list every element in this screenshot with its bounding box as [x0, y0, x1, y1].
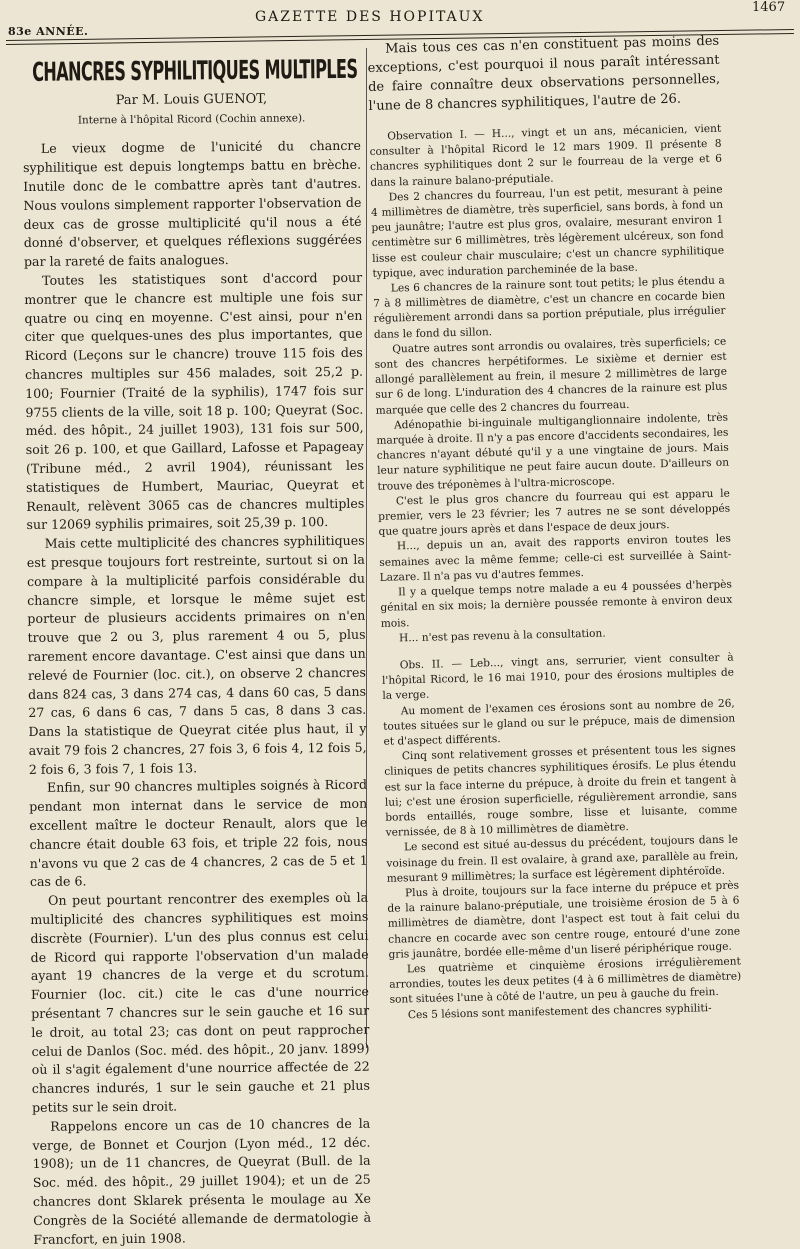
header-page-number: 1467 — [752, 0, 786, 15]
observation-1-paragraph: Adénopathie bi-inguinale multiganglionnaire indolente, très marquée à droite. Il n'y a pas encore d'accidents secondaires, les chancres n'ayant débuté qu'il y a une vingtaine de jours. Mais leur nature syphilitique ne peut faire aucun doute. D'ailleurs on trouve des tréponèmes à l'ultra-microscope. — [376, 411, 730, 493]
observation-1-paragraph: H... n'est pas revenu à la consultation. — [398, 627, 606, 645]
observation-1-paragraph: Des 2 chancres du fourreau, l'un est petit, mesurant à peine 4 millimètres de diamètre, très superficiel, sans bords, à fond un peu jaunâtre; l'autre est plus gros, ovalaire, mesurant environ 1 centimètre sur 6 millimètres, très légèrement ulcéreux, son fond lisse est couleur chair musculaire; c'est un chancre syphilitique typique, avec induration parcheminée de la base. — [370, 183, 725, 280]
article-title: CHANCRES SYPHILITIQUES MULTIPLES — [31, 54, 358, 88]
observation-2-paragraph: Obs. II. — Leb..., vingt ans, serrurier, vient consulter à l'hôpital Ricord, le 16 mai 1910, pour des érosions multiples de la verge. — [381, 651, 735, 703]
observation-2-paragraph: Au moment de l'examen ces érosions sont au nombre de 26, toutes situées sur le gland ou sur le prépuce, mais de dimension et d'aspect différents. — [383, 697, 736, 748]
observation-2-paragraph: Ces 5 lésions sont manifestement des chancres syphiliti- — [407, 1001, 712, 1021]
paragraph: Mais cette multiplicité des chancres syphilitiques est presque toujours fort restreinte, surtout si on la compare à la multiplicité parfois considérable du chancre simple, et lorsque le même sujet est porteur de plusieurs accidents primaires on n'en trouve que 2 ou 3, plus rarement 4 ou 5, plus rarement encore davantage. C'est ainsi que dans un relevé de Fournier (loc. cit.), on observe 2 chancres dans 824 cas, 3 dans 274 cas, 4 dans 60 cas, 5 dans 27 cas, 6 dans 6 cas, 7 dans 5 cas, 8 dans 3 cas. Dans la statistique de Queyrat citée plus haut, il y avait 79 fois 2 chancres, 27 fois 3, 6 fois 4, 12 fois 5, 2 fois 6, 3 fois 7, 1 fois 13. — [26, 532, 367, 777]
paragraph: Le vieux dogme de l'unicité du chancre syphilitique est depuis longtemps battu en brèche. Inutile donc de le combattre après tant d'autres. Nous voulons simplement rapporter l'observation de deux cas de grosse multiplicité qu'il nous a été donné d'observer, et quelques réflexions suggérées par la rareté de faits analogues. — [22, 138, 362, 270]
observation-2-paragraph: Les quatrième et cinquième érosions irrégulièrement arrondies, toutes les deux petites (4 à 6 millimètres de diamètre) sont situées l'une à côté de l'autre, un peu à gauche du frein. — [389, 955, 742, 1007]
observation-1-paragraph: Quatre autres sont arrondis ou ovalaires, très superficiels; ce sont des chancres herpétiformes. Le sixième et dernier est allongé parallèlement au frein, il mesure 2 millimètres de large sur 6 de long. L'induration des 4 chancres de la rainure est plus marquée que celle des 2 chancres du fourreau. — [374, 335, 728, 417]
paragraph: Toutes les statistiques sont d'accord pour montrer que le chancre est multiple une fois sur quatre ou cinq en moyenne. C'est ainsi, pour n'en citer que quelques-unes des plus importantes, que Ricord (Leçons sur le chancre) trouve 115 fois des chancres multiples sur 456 malades, soit 25,2 p. 100; Fournier (Traité de la syphilis), 1747 fois sur 9755 clients de la ville, soit 18 p. 100; Queyrat (Soc. méd. des hôpit., 24 juillet 1903), 131 fois sur 500, soit 26 p. 100, et que Gaillard, Lafosse et Papageay (Tribune méd., 2 avril 1904), réunissant les statistiques de Humbert, Mauriac, Queyrat et Renault, relèvent 3065 cas de chancres multiples sur 12069 syphilis primaires, soit 25,39 p. 100. — [24, 269, 365, 533]
observation-1-paragraph: Il y a quelque temps notre malade a eu 4 poussées d'herpès génital en six mois; la dernière poussée remonte à environ deux mois. — [380, 578, 733, 630]
paragraph: On peut pourtant rencontrer des exemples où la multiplicité des chancres syphilitiques est moins discrète (Fournier). L'un des plus connus est celui de Ricord qui rapporte l'observation d'un malade ayant 19 chancres de la verge et du scrotum. Fournier (loc. cit.) cite le cas d'une nourrice présentant 7 chancres sur le sein gauche et 16 sur le droit, au total 23; cas dont on peut rapprocher celui de Danlos (Soc. méd. des hôpit., 20 janv. 1899) où il s'agit également d'une nourrice affectée de 22 chancres indurés, 1 sur le sein gauche et 21 plus petits sur le sein droit. — [30, 889, 370, 1115]
paragraph: Rappelons encore un cas de 10 chancres de la verge, de Bonnet et Courjon (Lyon méd., 12 déc. 1908); un de 11 chancres, de Queyrat (Bull. de la Soc. méd. des hôpit., 29 juillet 1904); et un de 25 chancres dont Sklarek présenta le moulage au Xe Congrès de la Société allemande de dermatologie à Francfort, en juin 1908. — [32, 1115, 372, 1247]
lead-paragraph: Mais tous ces cas n'en constituent pas moins des exceptions, c'est pourquoi il nous paraît intéressant de faire connaître deux observations personnelles, l'une de 8 chancres syphilitiques, l'autre de 26. — [367, 33, 721, 114]
observation-1-paragraph: C'est le plus gros chancre du fourreau qui est apparu le premier, vers le 23 février; les 7 autres ne se sont développés que quatre jours après et dans l'espace de deux jours. — [378, 487, 731, 539]
article-affiliation: Interne à l'hôpital Ricord (Cochin annexe). — [77, 111, 306, 127]
article-byline: Par M. Louis GUENOT, — [115, 91, 268, 108]
right-column — [367, 32, 742, 1024]
header-journal-title: GAZETTE DES HOPITAUX — [255, 9, 485, 25]
observation-2-paragraph: Cinq sont relativement grosses et présentent tous les signes cliniques de petits chancres syphilitiques érosifs. Le plus étendu est sur la face interne du prépuce, à droite du frein et tangent à lui; c'est une érosion superficielle, régulièrement arrondie, sans bords entaillés, rouge sombre, lisse et luisante, comme vernissée, de 8 à 10 millimètres de diamètre. — [384, 742, 738, 839]
observation-1-paragraph: Les 6 chancres de la rainure sont tout petits; le plus étendu a 7 à 8 millimètres de diamètre, c'est un chancre en cocarde bien régulièrement arrondi dans sa portion préputiale, plus irrégulier dans le fond du sillon. — [373, 274, 726, 341]
observation-1-paragraph: Observation I. — H..., vingt et un ans, mécanicien, vient consulter à l'hôpital Ricord le 12 mars 1909. Il présente 8 chancres syphilitiques dont 2 sur le fourreau de la verge et 6 dans la rainure balano-préputiale. — [369, 122, 723, 189]
paragraph: Enfin, sur 90 chancres multiples soignés à Ricord pendant mon internat dans le service de mon excellent maître le docteur Renault, alors que le chancre était double 63 fois, et triple 22 fois, nous n'avons vu que 2 cas de 4 chancres, 2 cas de 5 et 1 cas de 6. — [29, 777, 368, 890]
observation-2-paragraph: Le second est situé au-dessus du précédent, toujours dans le voisinage du frein. Il est ovalaire, à grand axe, parallèle au frein, mesurant 9 millimètres; la surface est légèrement diphtéroïde. — [386, 833, 739, 885]
observation-1-paragraph: H..., depuis un an, avait des rapports environ toutes les semaines avec la même femme; celle-ci est surveillée à Saint-Lazare. Il n'a pas vu d'autres femmes. — [379, 533, 732, 584]
header-year: 83e ANNÉE. — [8, 25, 89, 38]
observation-2-paragraph: Plus à droite, toujours sur la face interne du prépuce et près de la rainure balano-préputiale, une troisième érosion de 5 à 6 millimètres de diamètre, dont l'aspect est tout à fait celui du chancre en cocarde avec son centre rouge, entouré d'une zone gris jaunâtre, bordée elle-même d'un liseré périphérique rouge. — [387, 879, 741, 961]
left-column — [22, 55, 371, 1249]
